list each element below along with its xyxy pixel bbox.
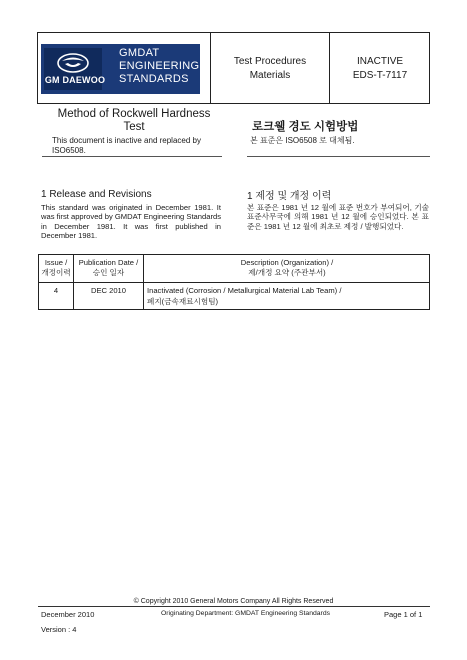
table-header-description <box>144 258 430 278</box>
title-korean-note: 본 표준은 ISO6508 로 대체됨. <box>250 136 355 145</box>
row-description <box>147 285 427 307</box>
footer-page: Page 1 of 1 <box>384 610 423 619</box>
doc-type-line-1: Test Procedures <box>233 56 307 67</box>
footer-version: Version : 4 <box>41 625 77 634</box>
logo-line-3: STANDARDS <box>119 73 189 85</box>
logo-line-2: ENGINEERING <box>119 60 200 72</box>
doc-number: EDS-T-7117 <box>352 70 408 81</box>
revision-table <box>38 254 430 310</box>
row-desc-en: Inactivated (Corrosion / Metallurgical Material Lab Team) / <box>147 286 342 295</box>
header-desc-en: Description (Organization) / <box>240 258 334 267</box>
header-issue-en: Issue / <box>44 258 68 267</box>
header-issue-ko: 개정이력 <box>41 268 71 277</box>
logo-brand-text: GM DAEWOO <box>44 75 106 85</box>
logo-line-1: GMDAT <box>119 47 160 59</box>
section-heading-ko: 1 제정 및 개정 이력 <box>247 191 332 202</box>
section-heading-en: 1 Release and Revisions <box>41 189 152 200</box>
row-date: DEC 2010 <box>90 286 127 295</box>
doc-type-line-2: Materials <box>249 70 291 81</box>
header-desc-ko: 제/개정 요약 (주관부서) <box>248 268 326 277</box>
title-en-underline <box>42 156 222 157</box>
logo-emblem <box>44 48 106 90</box>
table-header-date <box>74 258 143 278</box>
footer-rule <box>38 606 430 607</box>
gm-daewoo-logo <box>41 44 200 94</box>
title-korean: 로크웰 경도 시험방법 <box>252 121 359 133</box>
section-body-en: This standard was originated in December 1981. It was first approved by GMDAT Engineering Standards in December 1981. It was first published in December 1981. <box>41 203 221 240</box>
status-label: INACTIVE <box>356 56 404 67</box>
table-header-divider <box>39 282 429 283</box>
section-body-ko: 본 표준은 1981 년 12 월에 표준 번호가 부여되어, 기술표준사무국에 의해 1981 년 12 월에 승인되었다. 본 표준은 1981 년 12 월에 최초로 제정 / 발행되었다. <box>247 203 429 231</box>
row-desc-ko: 폐지(금속재료시험팀) <box>147 297 219 306</box>
title-english-note: This document is inactive and replaced by ISO6508. <box>52 136 201 155</box>
copyright-notice: © Copyright 2010 General Motors Company All Rights Reserved <box>133 598 334 605</box>
doc-type-cell <box>211 55 329 83</box>
title-english <box>44 108 224 134</box>
doc-status-cell <box>330 55 430 83</box>
title-ko-underline <box>247 156 430 157</box>
header-date-en: Publication Date / <box>78 258 139 267</box>
logo-standards-text <box>119 47 199 86</box>
title-en-line-1: Method of Rockwell Hardness <box>57 108 211 120</box>
header-date-ko: 승인 일자 <box>92 268 125 277</box>
title-en-line-2: Test <box>123 121 145 133</box>
footer-department: Originating Department: GMDAT Engineering Standards <box>161 610 330 617</box>
row-issue: 4 <box>53 286 59 295</box>
footer-date: December 2010 <box>41 610 95 619</box>
table-header-issue <box>39 258 73 278</box>
gm-daewoo-emblem-icon <box>56 52 90 74</box>
